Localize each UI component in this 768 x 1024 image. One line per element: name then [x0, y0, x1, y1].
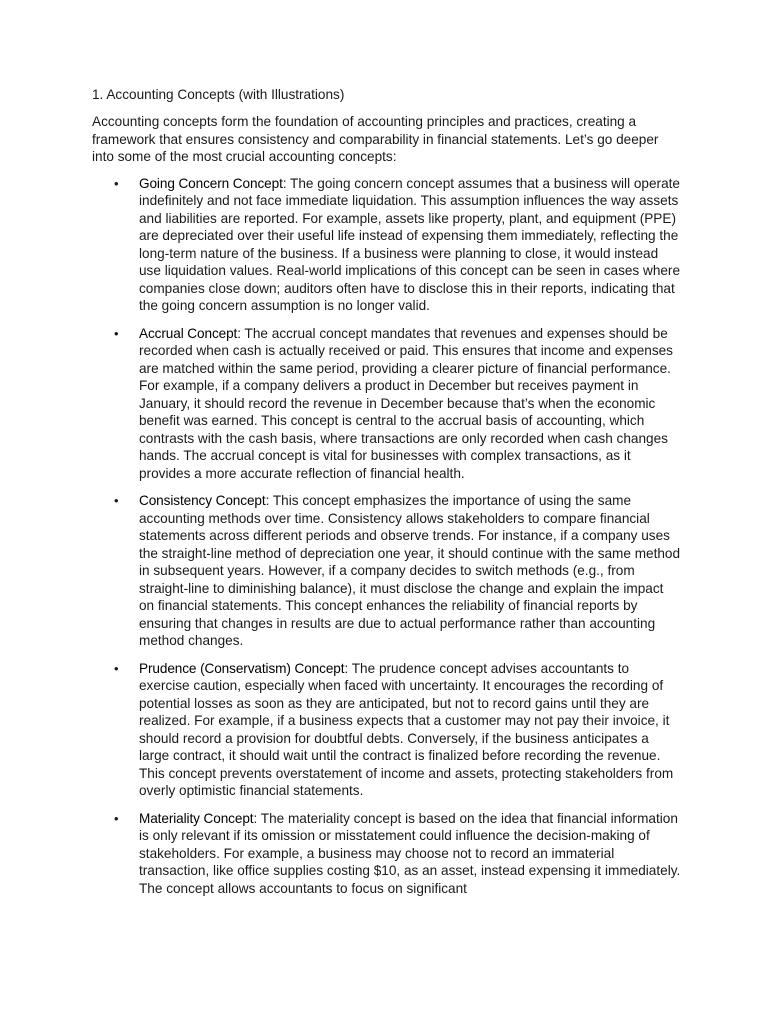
bullet-icon: •	[114, 175, 119, 191]
concept-item-accrual	[92, 325, 682, 483]
intro-paragraph: Accounting concepts form the foundation of accounting principles and practices, creating a framework that ensures consistency and comparability in financial statements. Let’s go deeper into some of the most crucial accounting concepts:	[92, 114, 659, 164]
concept-item-prudence	[92, 660, 682, 800]
bullet-icon: •	[114, 493, 119, 508]
bullet-icon: •	[114, 660, 119, 676]
concept-term: Consistency Concept	[139, 493, 266, 508]
concept-text: : This concept emphasizes the importance of using the same accounting methods over time. Consistency allows stakeholders to compare financial statements across different periods and observe trends. For instance, if a company uses the straight-line method of depreciation one year, it should continue with the same method in subsequent years. However, if a company decides to switch methods (e.g., from straight-line to diminishing balance), it must disclose the change and explain the impact on financial statements. This concept enhances the reliability of financial reports by ensuring that changes in results are due to actual performance rather than accounting method changes.	[139, 493, 681, 648]
concept-text: : The accrual concept mandates that revenues and expenses should be recorded when cash is actually received or paid. This ensures that income and expenses are matched within the same period, providing a clearer picture of financial performance. For example, if a company delivers a product in December but receives payment in January, it should record the revenue in December because that’s when the economic benefit was earned. This concept is central to the accrual basis of accounting, which contrasts with the cash basis, where transactions are only recorded when cash changes hands. The accrual concept is vital for businesses with complex transactions, as it provides a more accurate reflection of financial health.	[139, 325, 673, 481]
bullet-icon: •	[114, 810, 119, 826]
concept-term: Materiality Concept	[139, 810, 254, 826]
concept-item-materiality	[92, 810, 682, 898]
concept-text: : The going concern concept assumes that a business will operate indefinitely and not face immediate liquidation. This assumption influences the way assets and liabilities are reported. For example, assets like property, plant, and equipment (PPE) are depreciated over their useful life instead of expensing them immediately, reflecting the long-term nature of the business. If a business were planning to close, it would instead use liquidation values. Real-world implications of this concept can be seen in cases where companies close down; auditors often have to disclose this in their reports, indicating that the going concern assumption is no longer valid.	[139, 175, 681, 313]
concept-term: Accrual Concept	[139, 325, 238, 341]
bullet-icon: •	[114, 325, 119, 341]
document-page	[92, 86, 682, 907]
section-heading: 1. Accounting Concepts (with Illustrations)	[92, 87, 345, 102]
concept-term: Prudence (Conservatism) Concept	[139, 660, 345, 676]
concept-text: : The materiality concept is based on the idea that financial information is only relevant if its omission or misstatement could influence the decision-making of stakeholders. For example, a business may choose not to record an immaterial transaction, like office supplies costing $10, as an asset, instead expensing it immediately. The concept allows accountants to focus on significant	[139, 810, 681, 896]
concept-text: : The prudence concept advises accountants to exercise caution, especially when faced with uncertainty. It encourages the recording of potential losses as soon as they are anticipated, but not to record gains until they are realized. For example, if a business expects that a customer may not pay their invoice, it should record a provision for doubtful debts. Conversely, if the business anticipates a large contract, it should wait until the contract is finalized before recording the revenue. This concept prevents overstatement of income and assets, protecting stakeholders from overly optimistic financial statements.	[139, 660, 674, 798]
concept-term: Going Concern Concept	[139, 175, 283, 191]
concept-item-consistency	[92, 492, 682, 650]
concept-item-going-concern	[92, 175, 682, 315]
concept-list	[92, 175, 682, 898]
